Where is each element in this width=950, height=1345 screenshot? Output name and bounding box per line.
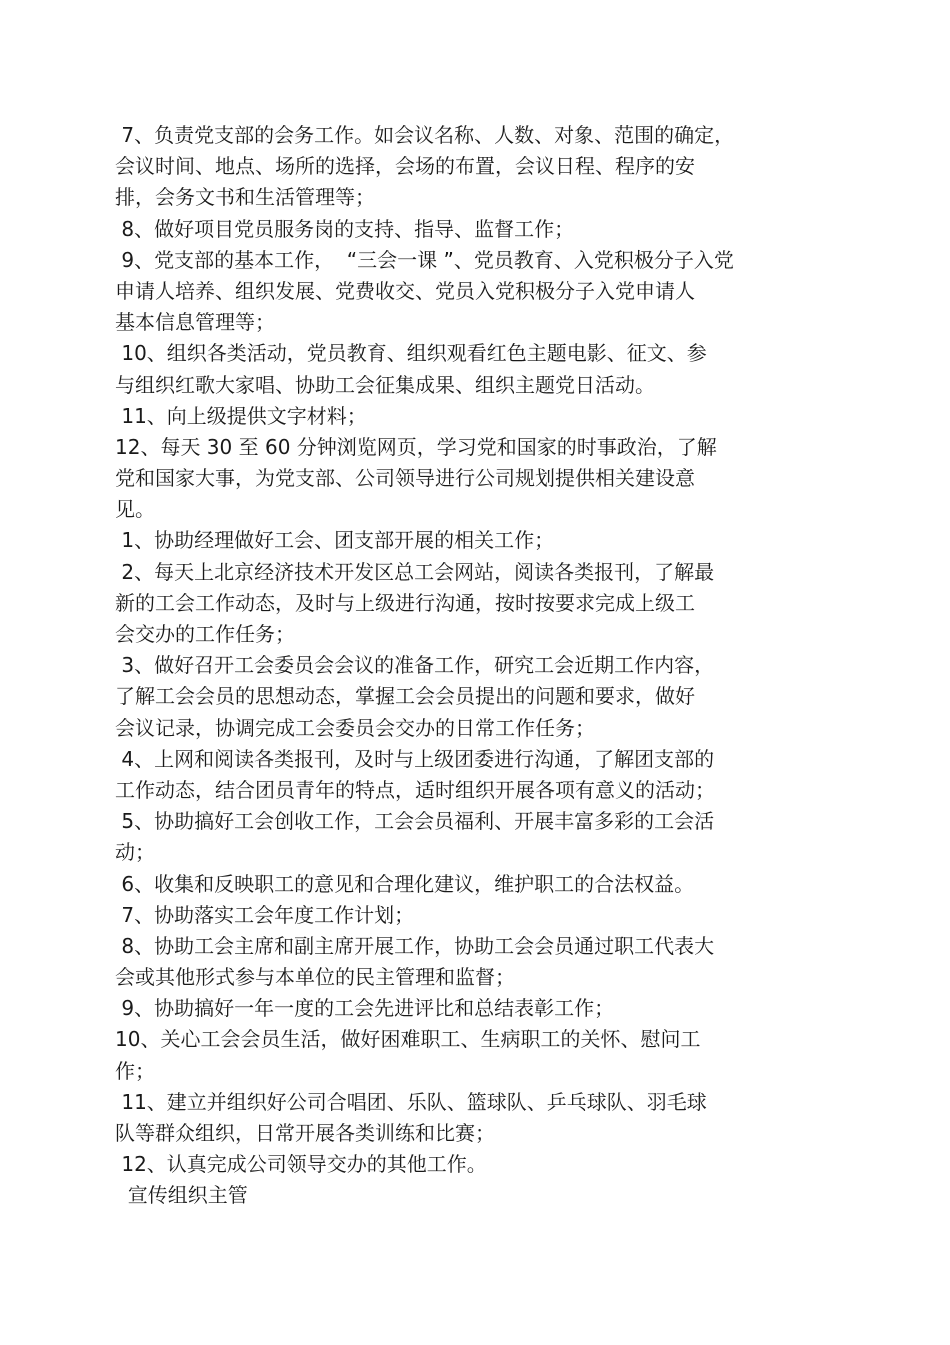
text-line: 10、关心工会会员生活，做好困难职工、生病职工的关怀、慰问工 (115, 1027, 701, 1052)
text-line: 5、协助搞好工会创收工作，工会会员福利、开展丰富多彩的工会活 (115, 809, 715, 834)
text-line: 4、上网和阅读各类报刊，及时与上级团委进行沟通，了解团支部的 (115, 746, 715, 771)
text-line: 2、每天上北京经济技术开发区总工会网站，阅读各类报刊，了解最 (115, 559, 715, 584)
text-line: 12、每天 30 至 60 分钟浏览网页，学习党和国家的时事政治，了解 (115, 434, 717, 459)
text-line: 动； (115, 840, 155, 865)
section-heading: 宣传组织主管 (115, 1183, 248, 1208)
text-line: 1、协助经理做好工会、团支部开展的相关工作； (115, 528, 555, 553)
text-line: 8、协助工会主席和副主席开展工作，协助工会会员通过职工代表大 (115, 933, 715, 958)
text-line: 工作动态，结合团员青年的特点，适时组织开展各项有意义的活动； (115, 777, 715, 802)
text-line: 排，会务文书和生活管理等； (115, 185, 375, 210)
text-line: 10、组织各类活动，党员教育、组织观看红色主题电影、征文、参 (115, 341, 707, 366)
text-line: 党和国家大事，为党支部、公司领导进行公司规划提供相关建设意 (115, 466, 695, 491)
text-line: 7、负责党支部的会务工作。如会议名称、人数、对象、范围的确定， (115, 123, 735, 147)
document-body (115, 120, 805, 1212)
text-line: 与组织红歌大家唱、协助工会征集成果、组织主题党日活动。 (115, 372, 655, 397)
text-line: 12、认真完成公司领导交办的其他工作。 (115, 1152, 487, 1177)
text-line: 会或其他形式参与本单位的民主管理和监督； (115, 965, 515, 990)
text-line: 会议记录，协调完成工会委员会交办的日常工作任务； (115, 715, 595, 740)
text-line: 3、做好召开工会委员会会议的准备工作，研究工会近期工作内容， (115, 653, 715, 678)
text-line: 会交办的工作任务； (115, 622, 295, 646)
text-line: 9、党支部的基本工作， “三会一课 ”、党员教育、入党积极分子入党 (115, 247, 734, 272)
text-line: 队等群众组织，日常开展各类训练和比赛； (115, 1121, 495, 1145)
text-line: 基本信息管理等； (115, 310, 275, 335)
text-line: 9、协助搞好一年一度的工会先进评比和总结表彰工作； (115, 996, 615, 1021)
text-line: 申请人培养、组织发展、党费收交、党员入党积极分子入党申请人 (115, 278, 695, 303)
text-line: 会议时间、地点、场所的选择，会场的布置，会议日程、程序的安 (115, 154, 695, 179)
text-line: 见。 (115, 497, 155, 522)
text-line: 作； (115, 1058, 155, 1083)
text-line: 8、做好项目党员服务岗的支持、指导、监督工作； (115, 216, 575, 241)
text-line: 7、协助落实工会年度工作计划； (115, 902, 415, 927)
text-line: 了解工会会员的思想动态，掌握工会会员提出的问题和要求，做好 (115, 684, 695, 709)
text-line: 6、收集和反映职工的意见和合理化建议，维护职工的合法权益。 (115, 871, 695, 896)
text-line: 新的工会工作动态，及时与上级进行沟通，按时按要求完成上级工 (115, 590, 695, 615)
text-line: 11、向上级提供文字材料； (115, 403, 367, 428)
text-line: 11、建立并组织好公司合唱团、乐队、篮球队、乒乓球队、羽毛球 (115, 1089, 707, 1114)
